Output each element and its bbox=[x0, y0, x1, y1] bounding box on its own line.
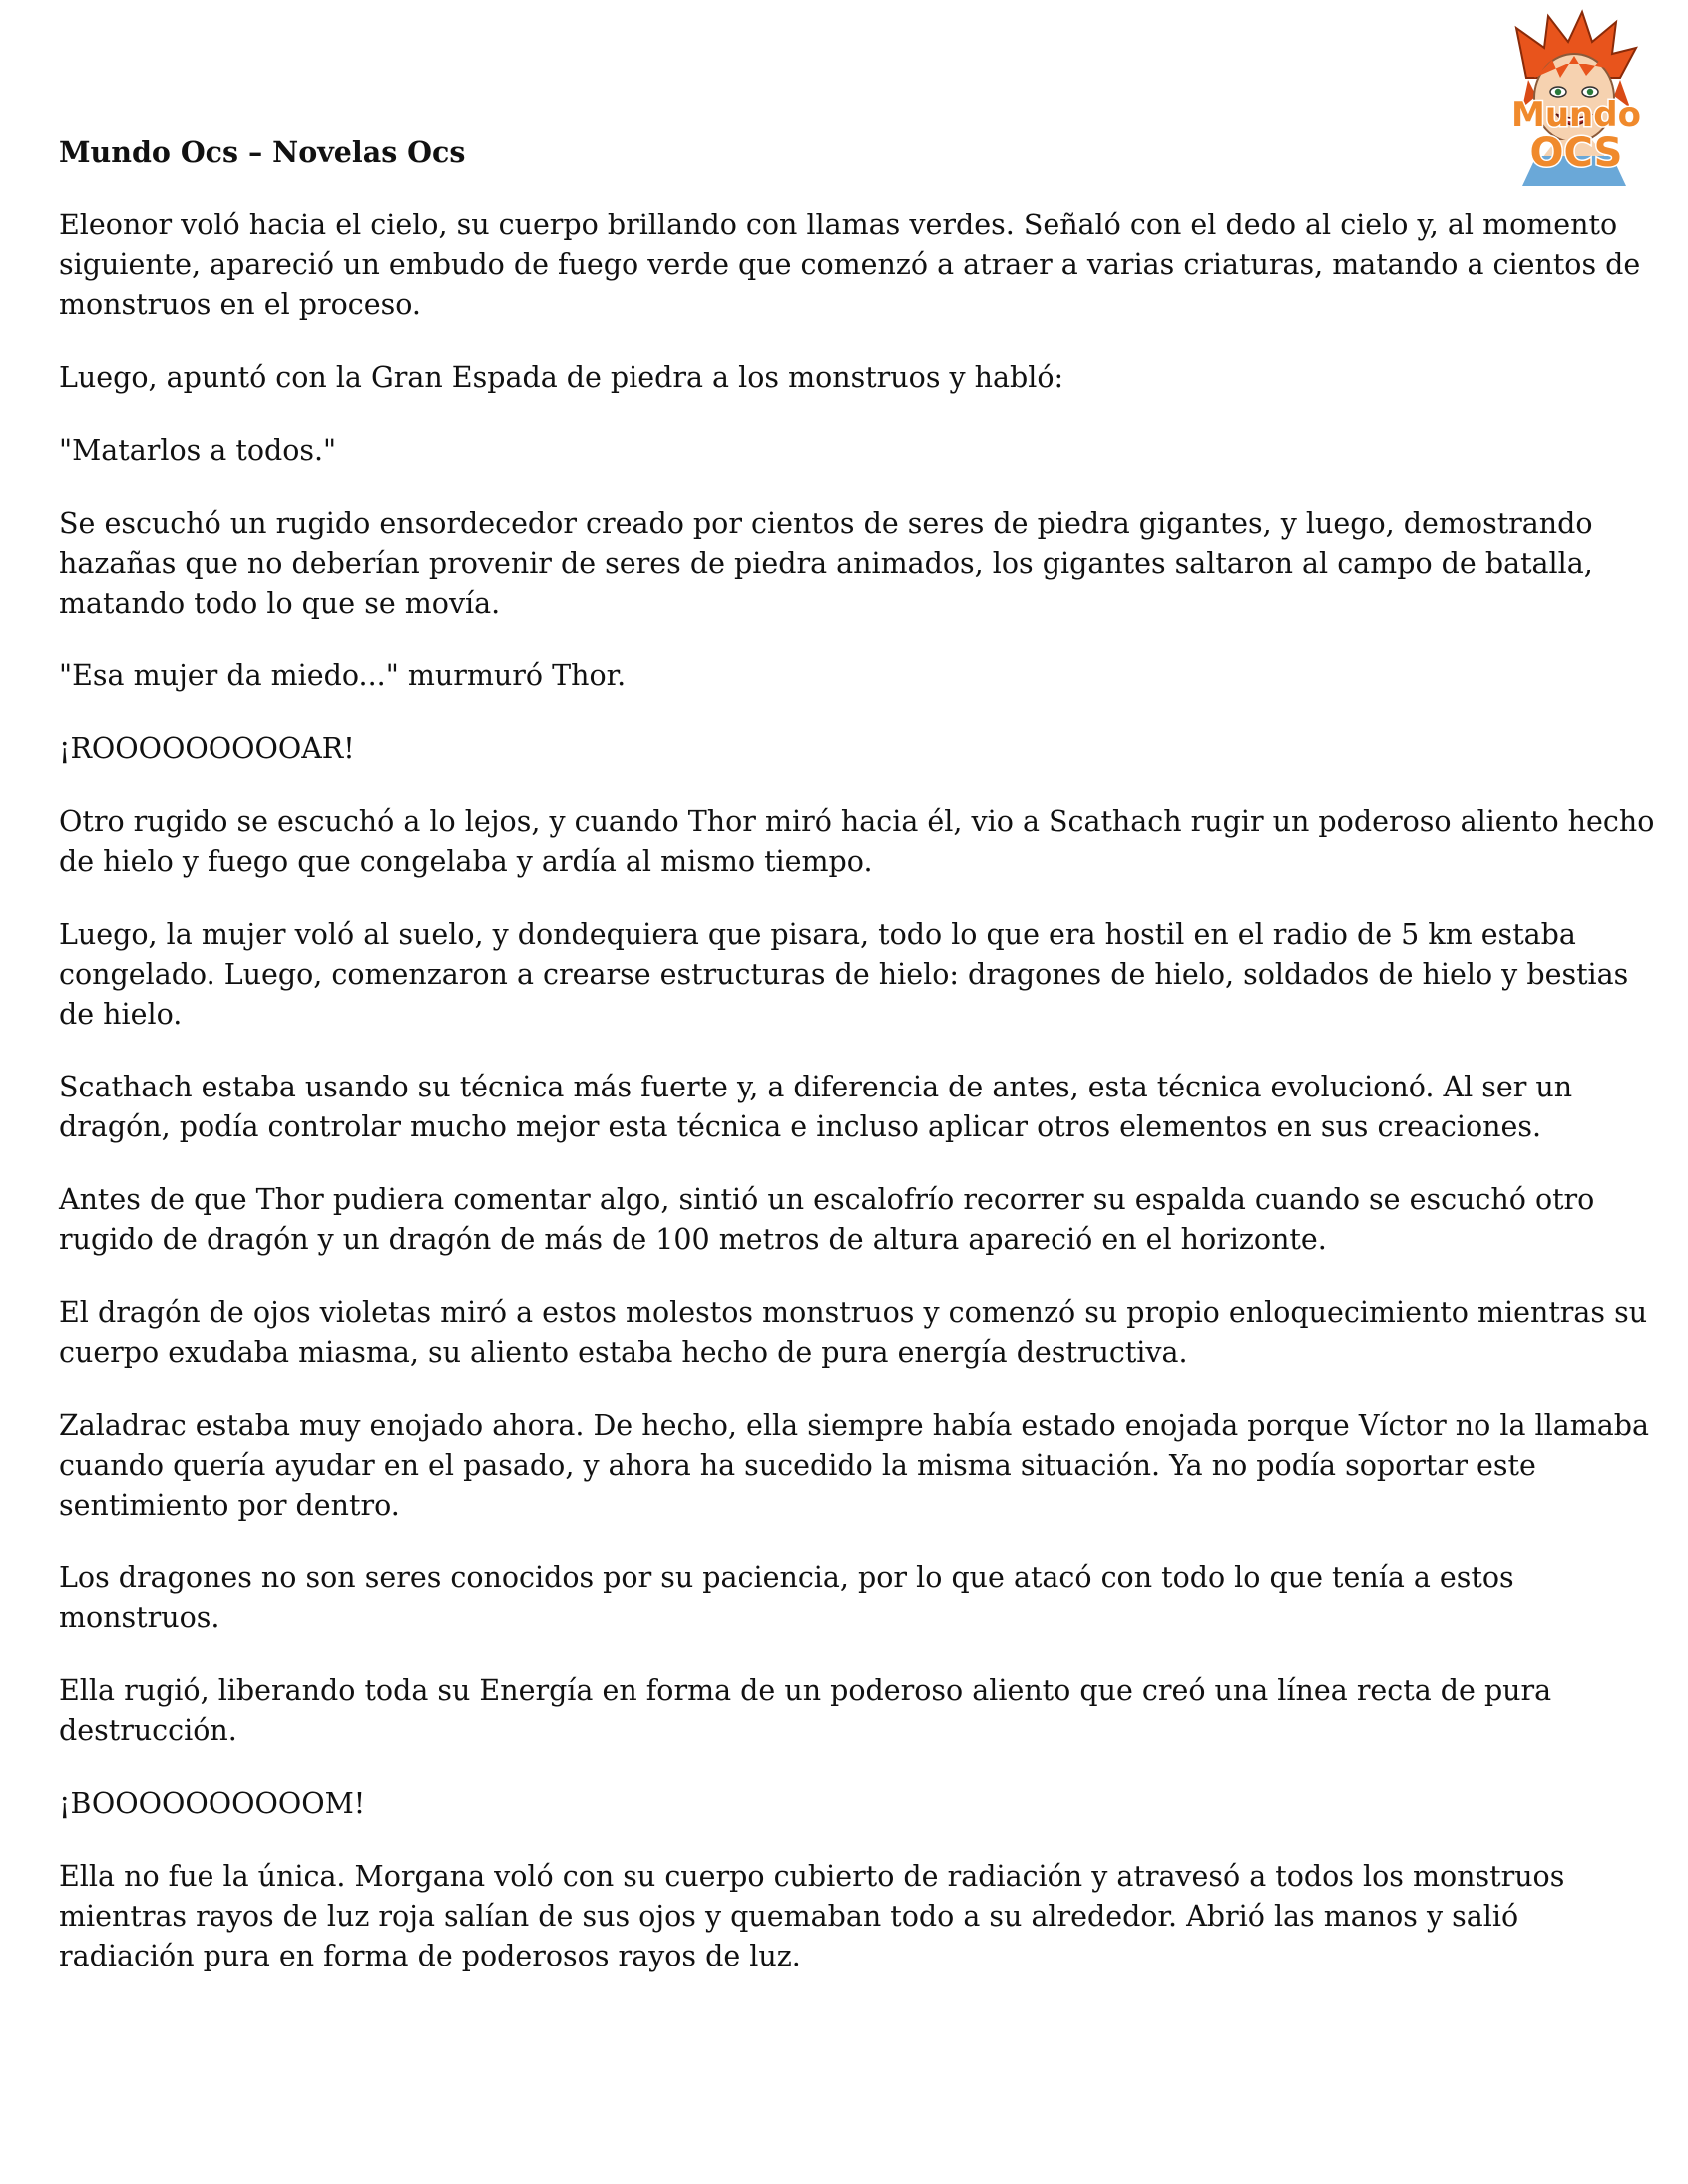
paragraph: Scathach estaba usando su técnica más fuerte y, a diferencia de antes, esta técnica evolucionó. Al ser un dragón, podía controlar mucho mejor esta técnica e incluso aplicar otros elementos en sus creaciones. bbox=[59, 1071, 1573, 1143]
document-body bbox=[59, 206, 1655, 2009]
paragraph: Eleonor voló hacia el cielo, su cuerpo brillando con llamas verdes. Señaló con el dedo al cielo y, al momento siguiente, apareció un embudo de fuego verde que comenzó a atraer a varias criaturas, matando a cientos de monstruos en el proceso. bbox=[59, 209, 1641, 321]
paragraph: Ella rugió, liberando toda su Energía en forma de un poderoso aliento que creó una línea recta de pura destrucción. bbox=[59, 1674, 1552, 1747]
paragraph: "Matarlos a todos." bbox=[59, 434, 337, 467]
paragraph: El dragón de ojos violetas miró a estos molestos monstruos y comenzó su propio enloquecimiento mientras su cuerpo exudaba miasma, su aliento estaba hecho de pura energía destructiva. bbox=[59, 1296, 1648, 1369]
paragraph: Antes de que Thor pudiera comentar algo, sintió un escalofrío recorrer su espalda cuando se escuchó otro rugido de dragón y un dragón de más de 100 metros de altura apareció en el horizonte. bbox=[59, 1183, 1595, 1256]
paragraph: Se escuchó un rugido ensordecedor creado por cientos de seres de piedra gigantes, y luego, demostrando hazañas que no deberían provenir de seres de piedra animados, los gigantes saltaron al campo de batalla, matando todo lo que se movía. bbox=[59, 507, 1593, 620]
logo-text-bottom: OCS bbox=[1529, 130, 1623, 176]
mundo-ocs-logo bbox=[1486, 8, 1666, 186]
logo-text-top: Mundo bbox=[1511, 95, 1641, 135]
paragraph: ¡ROOOOOOOOOAR! bbox=[59, 732, 355, 765]
paragraph: Zaladrac estaba muy enojado ahora. De hecho, ella siempre había estado enojada porque Víctor no la llamaba cuando quería ayudar en el pasado, y ahora ha sucedido la misma situación. Ya no podía soportar este sentimiento por dentro. bbox=[59, 1409, 1649, 1522]
paragraph: Ella no fue la única. Morgana voló con su cuerpo cubierto de radiación y atravesó a todos los monstruos mientras rayos de luz roja salían de sus ojos y quemaban todo a su alrededor. Abrió las manos y salió radiación pura en forma de poderosos rayos de luz. bbox=[59, 1860, 1565, 1972]
paragraph: "Esa mujer da miedo..." murmuró Thor. bbox=[59, 659, 627, 692]
paragraph: ¡BOOOOOOOOOOM! bbox=[59, 1787, 366, 1820]
page-header-title: Mundo Ocs – Novelas Ocs bbox=[59, 135, 466, 169]
paragraph: Luego, apuntó con la Gran Espada de piedra a los monstruos y habló: bbox=[59, 361, 1064, 394]
paragraph: Luego, la mujer voló al suelo, y dondequiera que pisara, todo lo que era hostil en el radio de 5 km estaba congelado. Luego, comenzaron a crearse estructuras de hielo: dragones de hielo, soldados de hielo y bestias de hielo. bbox=[59, 918, 1629, 1031]
paragraph: Otro rugido se escuchó a lo lejos, y cuando Thor miró hacia él, vio a Scathach rugir un poderoso aliento hecho de hielo y fuego que congelaba y ardía al mismo tiempo. bbox=[59, 805, 1655, 878]
paragraph: Los dragones no son seres conocidos por su paciencia, por lo que atacó con todo lo que tenía a estos monstruos. bbox=[59, 1561, 1514, 1634]
